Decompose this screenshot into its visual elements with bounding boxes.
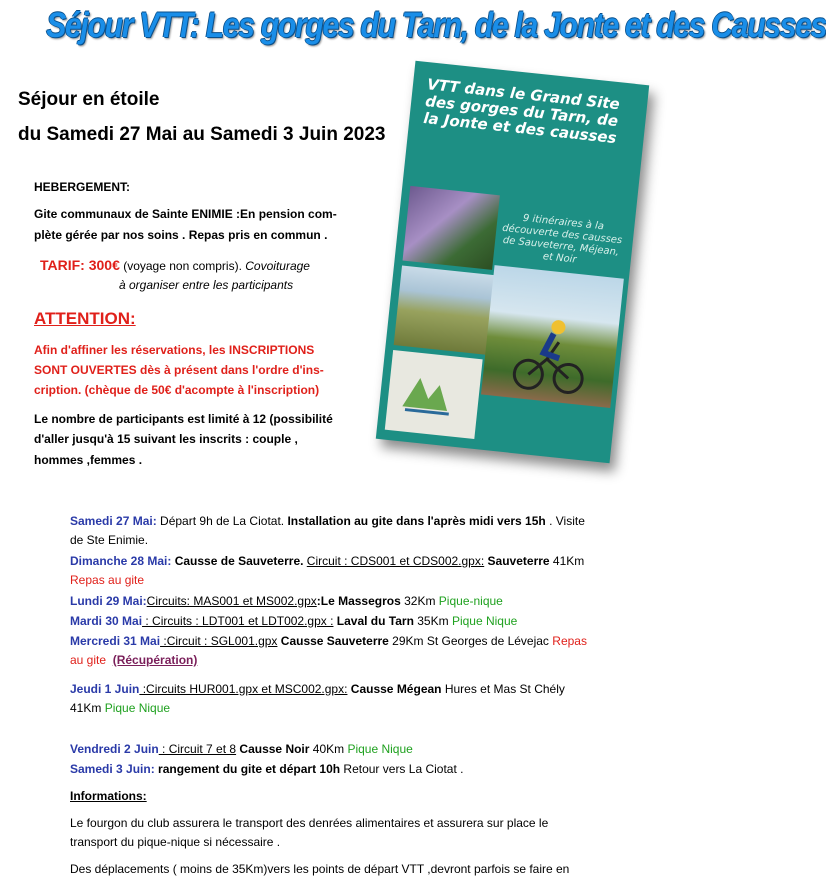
day2-causse: Causse de Sauveterre. — [171, 554, 307, 568]
day3-place: :Le Massegros — [316, 594, 401, 608]
tarif-label: TARIF: 300€ — [40, 257, 120, 273]
participants-line2: d'aller jusqu'à 15 suivant les inscrits : couple , — [34, 432, 298, 446]
day7-place: Causse Noir — [236, 742, 310, 756]
day2-label: Dimanche 28 Mai: — [70, 554, 172, 568]
day1-text: Départ 9h de La Ciotat. — [156, 514, 288, 528]
schedule-day2 — [70, 552, 610, 590]
day1-label: Samedi 27 Mai: — [70, 514, 157, 528]
day2-place: Sauveterre — [484, 554, 550, 568]
day3-label: Lundi 29 Mai: — [70, 594, 147, 608]
day6-meal: Pique Nique — [104, 701, 171, 715]
informations-p2 — [70, 860, 610, 879]
book-title: VTT dans le Grand Site des gorges du Tarn, de la Jonte et des causses — [422, 75, 621, 148]
day7-label: Vendredi 2 Juin — [70, 742, 159, 756]
attention-line1: Afin d'affiner les réservations, les INSCRIPTIONS — [34, 343, 315, 357]
hebergement-heading: HEBERGEMENT: — [34, 180, 131, 194]
covoiturage-text: Covoiturage — [245, 259, 310, 273]
informations-heading: Informations: — [70, 789, 147, 803]
day3-distance: 32Km — [400, 594, 439, 608]
schedule-day4 — [70, 612, 610, 631]
attention-heading: ATTENTION: — [34, 309, 136, 328]
attention-line3: cription. (chèque de 50€ d'acompte à l'inscription) — [34, 383, 320, 397]
day6-circuit: :Circuits HUR001.gpx et MSC002.gpx: — [139, 682, 348, 696]
day4-place: Laval du Tarn — [333, 614, 414, 628]
plateau-photo — [394, 265, 497, 354]
schedule-day5 — [70, 632, 610, 670]
day6-villages: Hures et Mas St Chély — [441, 682, 565, 696]
day8-depart: rangement du gite et départ 10h — [154, 762, 341, 776]
day6-distance: 41Km — [70, 701, 105, 715]
day4-distance: 35Km — [413, 614, 452, 628]
day4-meal: Pique Nique — [451, 614, 518, 628]
day6-label: Jeudi 1 Juin — [70, 682, 140, 696]
day5-distance: 29Km St Georges de Lévejac — [388, 634, 553, 648]
info-p1-line2: transport du pique-nique si nécessaire . — [70, 835, 281, 849]
info-p2-line1: Des déplacements ( moins de 35Km)vers les points de départ VTT ,devront parfois se faire en — [70, 862, 570, 876]
tarif-note: (voyage non compris). — [119, 259, 246, 273]
day5-circuit: :Circuit : SGL001.gpx — [160, 634, 278, 648]
hebergement-line1: Gite communaux de Sainte ENIMIE :En pension com- — [34, 207, 337, 221]
grand-site-logo-icon — [385, 350, 483, 439]
day1-enimie: de Ste Enimie. — [70, 533, 149, 547]
participants-line3: hommes ,femmes . — [34, 453, 143, 467]
info-p1-line1: Le fourgon du club assurera le transport des denrées alimentaires et assurera sur place le — [70, 816, 549, 830]
day7-circuit: : Circuit 7 et 8 — [158, 742, 237, 756]
day5-place: Causse Sauveterre — [277, 634, 389, 648]
hebergement-line2: plète gérée par nos soins . Repas pris en commun . — [34, 228, 328, 242]
tarif-line — [40, 256, 310, 276]
participants-line1: Le nombre de participants est limité à 12 (possibilité — [34, 412, 333, 426]
covoiturage-line2: à organiser entre les participants — [119, 278, 294, 292]
page-title: Séjour VTT: Les gorges du Tarn, de la Jonte et des Causses — [46, 6, 826, 45]
informations-p1 — [70, 814, 610, 852]
schedule-day6 — [70, 680, 610, 718]
day5-meal2: au gite — [70, 653, 107, 667]
schedule-day7 — [70, 740, 610, 759]
day5-label: Mercredi 31 Mai — [70, 634, 161, 648]
attention-line2: SONT OUVERTES dès à présent dans l'ordre d'ins- — [34, 363, 324, 377]
day1-visite: . Visite — [545, 514, 585, 528]
day2-circuit: Circuit : CDS001 et CDS002.gpx: — [306, 554, 485, 568]
book-subtitle: 9 itinéraires à la découverte des causses de Sauveterre, Méjean, et Noir — [501, 212, 623, 266]
day7-distance: 40Km — [309, 742, 348, 756]
cyclist-icon — [481, 265, 624, 408]
day4-label: Mardi 30 Mai — [70, 614, 143, 628]
day1-install: Installation au gite dans l'après midi vers 15h — [287, 514, 546, 528]
day4-circuit: : Circuits : LDT001 et LDT002.gpx : — [142, 614, 334, 628]
subtitle-dates: du Samedi 27 Mai au Samedi 3 Juin 2023 — [18, 124, 386, 145]
day2-distance: 41Km — [549, 554, 585, 568]
day7-meal: Pique Nique — [347, 742, 413, 756]
book-cover-image — [376, 61, 649, 463]
day3-circuit: Circuits: MAS001 et MS002.gpx — [146, 594, 317, 608]
day5-recuperation: (Récupération) — [112, 653, 198, 667]
schedule-day1 — [70, 512, 610, 550]
schedule-day3 — [70, 592, 610, 611]
day5-meal: Repas — [552, 634, 587, 648]
flower-photo — [403, 186, 500, 270]
subtitle-etoile: Séjour en étoile — [18, 89, 160, 110]
day2-meal: Repas au gite — [70, 573, 145, 587]
day8-retour: Retour vers La Ciotat . — [340, 762, 464, 776]
logo-panel — [385, 350, 483, 439]
day6-place: Causse Mégean — [347, 682, 442, 696]
day8-label: Samedi 3 Juin: — [70, 762, 155, 776]
schedule-day8 — [70, 760, 610, 779]
cyclist-photo — [481, 265, 624, 408]
day3-meal: Pique-nique — [438, 594, 503, 608]
